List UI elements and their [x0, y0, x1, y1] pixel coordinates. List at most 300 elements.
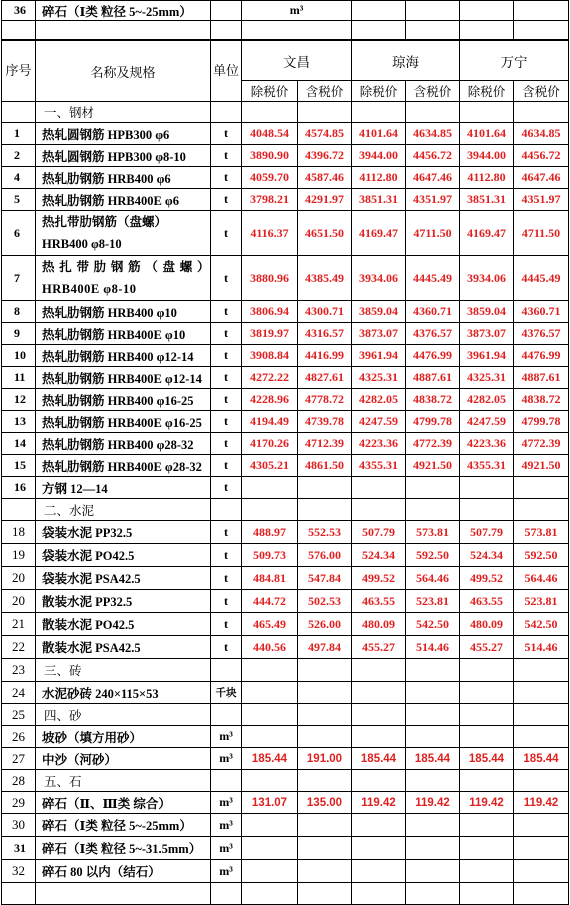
- price-qionghai-excl: 4101.64: [352, 123, 406, 145]
- table-row: [2, 1, 569, 21]
- row-number: 16: [2, 477, 36, 499]
- empty-cell: [460, 770, 514, 792]
- empty-cell: [298, 883, 352, 905]
- empty-cell: [514, 704, 569, 726]
- price-qionghai-excl: 3859.04: [352, 301, 406, 323]
- price-qionghai-excl: [352, 682, 406, 704]
- row-number: 27: [2, 748, 36, 770]
- item-name: 散装水泥 PSA42.5: [36, 636, 211, 659]
- empty-cell: [242, 102, 298, 123]
- empty-cell: [242, 883, 298, 905]
- item-name: 散装水泥 PO42.5: [36, 613, 211, 636]
- price-qionghai-incl: 564.46: [406, 567, 460, 590]
- empty-cell: [298, 102, 352, 123]
- empty-cell: [352, 770, 406, 792]
- table-row: [2, 682, 569, 704]
- price-qionghai-incl: 4838.72: [406, 389, 460, 411]
- row-number: 12: [2, 389, 36, 411]
- section-row: [2, 704, 569, 726]
- price-wenchang-excl: [242, 837, 298, 860]
- price-wenchang-incl: [298, 726, 352, 748]
- price-wenchang-incl: 135.00: [298, 792, 352, 814]
- table-row: [2, 433, 569, 455]
- price-wanning-incl: 4476.99: [514, 345, 569, 367]
- price-wanning-excl: 4101.64: [460, 123, 514, 145]
- row-number: 26: [2, 726, 36, 748]
- section-row: [2, 102, 569, 123]
- price-wenchang-incl: 4385.49: [298, 256, 352, 301]
- item-name: 热轧肋钢筋 HRB400E φ16-25: [36, 411, 211, 433]
- price-wanning-incl: [514, 837, 569, 860]
- row-number: 14: [2, 433, 36, 455]
- price-qionghai-excl: 499.52: [352, 567, 406, 590]
- empty-cell: [352, 21, 406, 40]
- section-title: 二、水泥: [36, 499, 211, 521]
- price-wenchang-excl: 4116.37: [242, 211, 298, 256]
- empty-cell: [2, 21, 36, 40]
- price-wanning-excl: 3859.04: [460, 301, 514, 323]
- price-qionghai-excl: 3934.06: [352, 256, 406, 301]
- empty-cell: [460, 883, 514, 905]
- price-wenchang-excl: 484.81: [242, 567, 298, 590]
- price-qionghai-excl: 4169.47: [352, 211, 406, 256]
- price-wanning-incl: 564.46: [514, 567, 569, 590]
- price-qionghai-excl: 4223.36: [352, 433, 406, 455]
- price-wenchang-excl: 4305.21: [242, 455, 298, 477]
- price-qionghai-incl: [406, 860, 460, 883]
- row-number: 21: [2, 613, 36, 636]
- row-number: 31: [2, 837, 36, 860]
- empty-cell: [298, 770, 352, 792]
- table-row: [2, 748, 569, 770]
- empty-cell: [211, 659, 242, 682]
- table-row: [2, 323, 569, 345]
- price-wanning-incl: 592.50: [514, 544, 569, 567]
- row-number: 2: [2, 145, 36, 167]
- price-wanning-incl: 573.81: [514, 521, 569, 544]
- price-qionghai-excl: 119.42: [352, 792, 406, 814]
- price-qionghai-excl: [352, 726, 406, 748]
- price-qionghai-excl: 463.55: [352, 590, 406, 613]
- empty-cell: [460, 1, 514, 21]
- price-wenchang-incl: 191.00: [298, 748, 352, 770]
- price-wenchang-incl: 502.53: [298, 590, 352, 613]
- price-wenchang-incl: 526.00: [298, 613, 352, 636]
- price-qionghai-excl: 524.34: [352, 544, 406, 567]
- unit-cell: t: [211, 123, 242, 145]
- price-qionghai-excl: [352, 837, 406, 860]
- price-wanning-incl: 4445.49: [514, 256, 569, 301]
- row-number: 8: [2, 301, 36, 323]
- empty-cell: [406, 659, 460, 682]
- price-wanning-incl: 523.81: [514, 590, 569, 613]
- price-wenchang-incl: [298, 814, 352, 837]
- section-title: 四、砂: [36, 704, 211, 726]
- price-wanning-excl: 3851.31: [460, 189, 514, 211]
- price-wenchang-excl: 440.56: [242, 636, 298, 659]
- empty-cell: [352, 102, 406, 123]
- price-qionghai-incl: 592.50: [406, 544, 460, 567]
- price-qionghai-incl: 4476.99: [406, 345, 460, 367]
- unit-cell: m³: [211, 792, 242, 814]
- empty-cell: [352, 1, 406, 21]
- price-qionghai-excl: [352, 814, 406, 837]
- price-wenchang-incl: 4291.97: [298, 189, 352, 211]
- header-price-excl: 除税价: [460, 81, 514, 102]
- price-wanning-incl: 542.50: [514, 613, 569, 636]
- price-wenchang-excl: 3908.84: [242, 345, 298, 367]
- table-row: [2, 455, 569, 477]
- empty-cell: [352, 883, 406, 905]
- price-qionghai-incl: 4647.46: [406, 167, 460, 189]
- empty-cell: [242, 659, 298, 682]
- empty-cell: [211, 883, 242, 905]
- table-row: [2, 544, 569, 567]
- unit-cell: t: [211, 301, 242, 323]
- price-wanning-incl: 185.44: [514, 748, 569, 770]
- price-qionghai-excl: 3961.94: [352, 345, 406, 367]
- item-name: 碎石（Ⅰ类 粒径 5~-31.5mm）: [36, 837, 211, 860]
- row-number: 9: [2, 323, 36, 345]
- price-wanning-excl: 185.44: [460, 748, 514, 770]
- price-wenchang-excl: 465.49: [242, 613, 298, 636]
- header-price-incl: 含税价: [514, 81, 569, 102]
- row-number: [2, 102, 36, 123]
- table-row: [2, 123, 569, 145]
- item-name: 热轧肋钢筋 HRB400 φ10: [36, 301, 211, 323]
- row-number: 15: [2, 455, 36, 477]
- price-qionghai-excl: 4282.05: [352, 389, 406, 411]
- empty-cell: [36, 883, 211, 905]
- price-wanning-incl: 4351.97: [514, 189, 569, 211]
- empty-cell: [298, 704, 352, 726]
- empty-cell: [460, 499, 514, 521]
- unit-cell: t: [211, 367, 242, 389]
- price-wanning-incl: [514, 726, 569, 748]
- price-qionghai-incl: 4351.97: [406, 189, 460, 211]
- item-name: 中沙（河砂）: [36, 748, 211, 770]
- unit-cell: t: [211, 345, 242, 367]
- empty-cell: [36, 21, 211, 40]
- price-wanning-incl: 4376.57: [514, 323, 569, 345]
- row-number: 7: [2, 256, 36, 301]
- empty-cell: [460, 659, 514, 682]
- row-number: 28: [2, 770, 36, 792]
- price-wanning-excl: [460, 814, 514, 837]
- item-name: 热轧肋钢筋 HRB400 φ28-32: [36, 433, 211, 455]
- price-wenchang-incl: [298, 860, 352, 883]
- section-title: 五、石: [36, 770, 211, 792]
- table-row: [2, 726, 569, 748]
- unit-cell: t: [211, 433, 242, 455]
- price-wanning-incl: [514, 682, 569, 704]
- header-row: [2, 41, 569, 81]
- item-name: 热扎带肋钢筋（盘螺）HRB400E φ8-10: [36, 256, 211, 301]
- table-row: [2, 301, 569, 323]
- price-wanning-incl: 4838.72: [514, 389, 569, 411]
- price-wenchang-excl: [242, 814, 298, 837]
- empty-cell: [514, 770, 569, 792]
- header-name: 名称及规格: [36, 41, 211, 102]
- table-row: [2, 477, 569, 499]
- section-row: [2, 499, 569, 521]
- unit-cell: m³: [242, 1, 352, 21]
- price-qionghai-incl: 4456.72: [406, 145, 460, 167]
- unit-cell: t: [211, 613, 242, 636]
- table-row: [2, 389, 569, 411]
- item-name: 热轧圆钢筋 HPB300 φ6: [36, 123, 211, 145]
- header-price-incl: 含税价: [406, 81, 460, 102]
- item-name: 散装水泥 PP32.5: [36, 590, 211, 613]
- item-name: 方钢 12—14: [36, 477, 211, 499]
- row-number: 19: [2, 544, 36, 567]
- unit-cell: t: [211, 256, 242, 301]
- section-row: [2, 770, 569, 792]
- price-qionghai-excl: 4112.80: [352, 167, 406, 189]
- price-wanning-incl: 4887.61: [514, 367, 569, 389]
- unit-cell: t: [211, 189, 242, 211]
- header-region-wenchang: 文昌: [242, 41, 352, 81]
- row-number: [2, 499, 36, 521]
- price-wenchang-incl: 4574.85: [298, 123, 352, 145]
- item-name: 热扎带肋钢筋（盘螺）HRB400 φ8-10: [36, 211, 211, 256]
- price-qionghai-excl: 3944.00: [352, 145, 406, 167]
- empty-cell: [406, 1, 460, 21]
- empty-cell: [2, 883, 36, 905]
- price-wanning-excl: 4169.47: [460, 211, 514, 256]
- price-wenchang-excl: 4059.70: [242, 167, 298, 189]
- price-wenchang-incl: 4739.78: [298, 411, 352, 433]
- price-wanning-incl: 514.46: [514, 636, 569, 659]
- table-row: [2, 883, 569, 905]
- unit-cell: t: [211, 636, 242, 659]
- row-number: 13: [2, 411, 36, 433]
- unit-cell: t: [211, 411, 242, 433]
- header-region-wanning: 万宁: [460, 41, 569, 81]
- row-number: 24: [2, 682, 36, 704]
- header-unit: 单位: [211, 41, 242, 102]
- empty-cell: [352, 704, 406, 726]
- price-wanning-excl: 4112.80: [460, 167, 514, 189]
- price-wanning-incl: 4456.72: [514, 145, 569, 167]
- section-title: 三、砖: [36, 659, 211, 682]
- price-qionghai-incl: [406, 837, 460, 860]
- price-wenchang-incl: 4316.57: [298, 323, 352, 345]
- unit-cell: m³: [211, 860, 242, 883]
- row-number: 22: [2, 636, 36, 659]
- empty-cell: [406, 499, 460, 521]
- row-number: 6: [2, 211, 36, 256]
- item-name: 热轧肋钢筋 HRB400E φ10: [36, 323, 211, 345]
- row-number: 11: [2, 367, 36, 389]
- price-wanning-excl: 4282.05: [460, 389, 514, 411]
- price-wenchang-incl: 4396.72: [298, 145, 352, 167]
- empty-cell: [406, 21, 460, 40]
- price-wenchang-excl: 488.97: [242, 521, 298, 544]
- empty-cell: [514, 499, 569, 521]
- price-wanning-incl: 4921.50: [514, 455, 569, 477]
- price-wanning-excl: 524.34: [460, 544, 514, 567]
- price-wenchang-excl: 3798.21: [242, 189, 298, 211]
- empty-cell: [514, 1, 569, 21]
- item-name: 坡砂（填方用砂）: [36, 726, 211, 748]
- unit-cell: t: [211, 211, 242, 256]
- empty-cell: [211, 704, 242, 726]
- empty-cell: [242, 499, 298, 521]
- price-wenchang-excl: 3880.96: [242, 256, 298, 301]
- table-row: [2, 167, 569, 189]
- item-name: 热轧肋钢筋 HRB400E φ6: [36, 189, 211, 211]
- row-number: 20: [2, 590, 36, 613]
- price-wanning-incl: 119.42: [514, 792, 569, 814]
- table-row: [2, 521, 569, 544]
- table-row: [2, 367, 569, 389]
- table-row: [2, 189, 569, 211]
- empty-cell: [242, 21, 352, 40]
- row-number: 20: [2, 567, 36, 590]
- unit-cell: m³: [211, 748, 242, 770]
- price-qionghai-incl: 523.81: [406, 590, 460, 613]
- unit-cell: t: [211, 477, 242, 499]
- price-qionghai-incl: 514.46: [406, 636, 460, 659]
- header-price-incl: 含税价: [298, 81, 352, 102]
- price-wanning-excl: 3944.00: [460, 145, 514, 167]
- table-row: [2, 345, 569, 367]
- price-qionghai-excl: 185.44: [352, 748, 406, 770]
- price-wenchang-incl: 4778.72: [298, 389, 352, 411]
- price-wanning-excl: 480.09: [460, 613, 514, 636]
- price-wanning-incl: 4799.78: [514, 411, 569, 433]
- empty-cell: [352, 659, 406, 682]
- price-qionghai-incl: 4445.49: [406, 256, 460, 301]
- empty-cell: [211, 102, 242, 123]
- price-wenchang-incl: [298, 837, 352, 860]
- price-wanning-excl: 3873.07: [460, 323, 514, 345]
- row-number: 5: [2, 189, 36, 211]
- empty-cell: [242, 704, 298, 726]
- row-number: 25: [2, 704, 36, 726]
- item-name: 碎石（Ⅰ类 粒径 5~-25mm）: [36, 814, 211, 837]
- unit-cell: t: [211, 567, 242, 590]
- price-wenchang-excl: [242, 726, 298, 748]
- price-wenchang-incl: 4300.71: [298, 301, 352, 323]
- price-wenchang-incl: 4827.61: [298, 367, 352, 389]
- unit-cell: m³: [211, 814, 242, 837]
- price-wenchang-excl: 4170.26: [242, 433, 298, 455]
- price-wenchang-excl: [242, 682, 298, 704]
- price-qionghai-incl: 542.50: [406, 613, 460, 636]
- unit-cell: t: [211, 323, 242, 345]
- empty-cell: [406, 883, 460, 905]
- table-row: [2, 256, 569, 301]
- empty-cell: [242, 770, 298, 792]
- price-wanning-incl: 4647.46: [514, 167, 569, 189]
- price-table: [1, 40, 569, 905]
- unit-cell: [211, 1, 242, 21]
- section-row: [2, 659, 569, 682]
- unit-cell: t: [211, 145, 242, 167]
- empty-cell: [211, 21, 242, 40]
- row-number: 23: [2, 659, 36, 682]
- empty-cell: [514, 659, 569, 682]
- price-wenchang-excl: 3819.97: [242, 323, 298, 345]
- table-row: [2, 145, 569, 167]
- price-qionghai-incl: 4634.85: [406, 123, 460, 145]
- price-qionghai-incl: [406, 682, 460, 704]
- price-qionghai-incl: [406, 814, 460, 837]
- item-name: 碎石（Ⅰ类 粒径 5~-25mm）: [36, 1, 211, 21]
- item-name: 袋装水泥 PP32.5: [36, 521, 211, 544]
- table-row: [2, 860, 569, 883]
- price-wanning-excl: 4325.31: [460, 367, 514, 389]
- row-number: 4: [2, 167, 36, 189]
- price-wanning-excl: 455.27: [460, 636, 514, 659]
- empty-cell: [514, 883, 569, 905]
- price-wanning-excl: [460, 837, 514, 860]
- price-wenchang-excl: 3806.94: [242, 301, 298, 323]
- empty-cell: [406, 102, 460, 123]
- item-name: 热轧肋钢筋 HRB400 φ16-25: [36, 389, 211, 411]
- price-qionghai-excl: 4325.31: [352, 367, 406, 389]
- price-qionghai-excl: 480.09: [352, 613, 406, 636]
- price-wenchang-incl: 576.00: [298, 544, 352, 567]
- unit-cell: t: [211, 389, 242, 411]
- item-name: 水泥砂砖 240×115×53: [36, 682, 211, 704]
- unit-cell: m³: [211, 726, 242, 748]
- price-wanning-excl: 3934.06: [460, 256, 514, 301]
- unit-cell: t: [211, 521, 242, 544]
- row-number: 10: [2, 345, 36, 367]
- header-region-qionghai: 琼海: [352, 41, 460, 81]
- price-wenchang-excl: 509.73: [242, 544, 298, 567]
- price-wenchang-incl: 4416.99: [298, 345, 352, 367]
- table-row: [2, 21, 569, 40]
- empty-cell: [406, 704, 460, 726]
- top-partial-table: [1, 0, 569, 40]
- price-wanning-excl: [460, 860, 514, 883]
- empty-cell: [514, 21, 569, 40]
- price-wenchang-incl: 4651.50: [298, 211, 352, 256]
- price-qionghai-excl: 3851.31: [352, 189, 406, 211]
- empty-cell: [406, 770, 460, 792]
- item-name: 热轧肋钢筋 HRB400 φ12-14: [36, 345, 211, 367]
- unit-cell: m³: [211, 837, 242, 860]
- price-qionghai-incl: 4376.57: [406, 323, 460, 345]
- price-wanning-excl: 119.42: [460, 792, 514, 814]
- price-qionghai-incl: 4799.78: [406, 411, 460, 433]
- empty-cell: [514, 102, 569, 123]
- price-wenchang-excl: 4048.54: [242, 123, 298, 145]
- price-wenchang-excl: 185.44: [242, 748, 298, 770]
- item-name: 热轧肋钢筋 HRB400E φ28-32: [36, 455, 211, 477]
- price-wenchang-incl: 4712.39: [298, 433, 352, 455]
- header-no: 序号: [2, 41, 36, 102]
- table-row: [2, 636, 569, 659]
- item-name: 袋装水泥 PO42.5: [36, 544, 211, 567]
- price-wenchang-excl: 3890.90: [242, 145, 298, 167]
- table-row: [2, 590, 569, 613]
- price-qionghai-excl: 4355.31: [352, 455, 406, 477]
- empty-cell: [460, 102, 514, 123]
- row-number: 18: [2, 521, 36, 544]
- price-wanning-excl: 507.79: [460, 521, 514, 544]
- price-qionghai-incl: 185.44: [406, 748, 460, 770]
- price-wanning-incl: 4711.50: [514, 211, 569, 256]
- item-name: 热轧圆钢筋 HPB300 φ8-10: [36, 145, 211, 167]
- empty-cell: [460, 21, 514, 40]
- empty-cell: [460, 704, 514, 726]
- price-qionghai-excl: 507.79: [352, 521, 406, 544]
